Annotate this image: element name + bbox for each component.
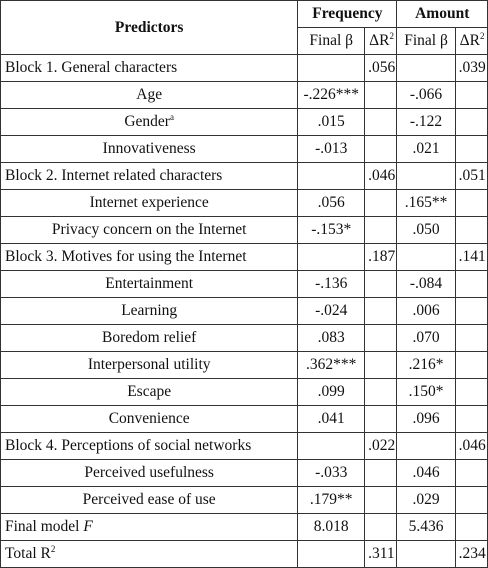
amount-header: Amount	[397, 1, 488, 28]
frequency-final-beta-cell: 8.018	[298, 514, 365, 541]
amount-delta-r2-cell: .141	[455, 244, 487, 271]
predictor-label	[1, 406, 298, 433]
predictor-label	[1, 217, 298, 244]
table-row	[1, 487, 488, 514]
table-row	[1, 136, 488, 163]
predictor-label	[1, 109, 298, 136]
predictor-text: Perceived ease of use	[82, 491, 216, 508]
frequency-delta-r2-cell	[365, 136, 397, 163]
predictors-header: Predictors	[1, 1, 298, 55]
frequency-final-beta-cell	[298, 244, 365, 271]
amount-final-beta-cell	[397, 433, 455, 460]
frequency-final-beta-cell	[298, 541, 365, 568]
predictor-text: Entertainment	[105, 275, 194, 292]
delta-r-sup: 2	[389, 30, 394, 41]
amount-delta-r2-header	[455, 28, 487, 55]
predictor-label	[1, 541, 298, 568]
predictor-superscript: 2	[50, 543, 56, 554]
header-row-1	[1, 1, 488, 28]
amount-delta-r2-cell: .039	[455, 55, 487, 82]
frequency-final-beta-cell: .056	[298, 190, 365, 217]
predictor-label	[1, 487, 298, 514]
amount-final-beta-cell	[397, 244, 455, 271]
frequency-final-beta-cell	[298, 433, 365, 460]
predictor-text: Boredom relief	[102, 329, 197, 346]
predictor-label	[1, 298, 298, 325]
frequency-delta-r2-cell	[365, 217, 397, 244]
frequency-final-beta-cell	[298, 55, 365, 82]
amount-final-beta-cell: -.122	[397, 109, 455, 136]
amount-final-beta-cell: .046	[397, 460, 455, 487]
frequency-delta-r2-cell	[365, 298, 397, 325]
amount-final-beta-cell	[397, 163, 455, 190]
predictor-label	[1, 379, 298, 406]
predictor-label	[1, 190, 298, 217]
table-row	[1, 433, 488, 460]
table-row	[1, 406, 488, 433]
amount-delta-r2-cell	[455, 460, 487, 487]
predictor-text: Interpersonal utility	[87, 356, 211, 373]
frequency-final-beta-header: Final β	[298, 28, 365, 55]
frequency-delta-r2-cell	[365, 190, 397, 217]
predictor-text: Escape	[127, 383, 172, 400]
predictor-text: Block 4. Perceptions of social networks	[5, 437, 252, 454]
amount-delta-r2-cell	[455, 298, 487, 325]
predictor-text: Age	[136, 86, 163, 103]
table-row	[1, 514, 488, 541]
amount-final-beta-cell: .021	[397, 136, 455, 163]
predictor-text: Learning	[121, 302, 178, 319]
delta-r-label: ΔR	[459, 32, 480, 49]
frequency-final-beta-cell: -.136	[298, 271, 365, 298]
frequency-delta-r2-cell	[365, 325, 397, 352]
frequency-delta-r2-cell	[365, 379, 397, 406]
table-row	[1, 163, 488, 190]
frequency-delta-r2-cell	[365, 487, 397, 514]
predictor-text: Internet experience	[89, 194, 209, 211]
amount-delta-r2-cell	[455, 109, 487, 136]
frequency-final-beta-cell: .179**	[298, 487, 365, 514]
amount-final-beta-cell: .165**	[397, 190, 455, 217]
amount-delta-r2-cell	[455, 487, 487, 514]
predictor-label	[1, 460, 298, 487]
frequency-delta-r2-cell	[365, 352, 397, 379]
amount-delta-r2-cell: .234	[455, 541, 487, 568]
predictor-label	[1, 55, 298, 82]
predictor-label	[1, 352, 298, 379]
frequency-final-beta-cell: -.033	[298, 460, 365, 487]
amount-final-beta-cell: .096	[397, 406, 455, 433]
predictor-text: Block 2. Internet related characters	[5, 167, 223, 184]
predictor-text: Total R	[5, 545, 51, 562]
table-body	[1, 55, 488, 568]
table-row	[1, 244, 488, 271]
frequency-final-beta-cell: .015	[298, 109, 365, 136]
frequency-final-beta-cell: .083	[298, 325, 365, 352]
amount-final-beta-cell: 5.436	[397, 514, 455, 541]
frequency-final-beta-cell: -.013	[298, 136, 365, 163]
amount-delta-r2-cell	[455, 190, 487, 217]
frequency-delta-r2-header	[365, 28, 397, 55]
frequency-delta-r2-cell	[365, 460, 397, 487]
amount-delta-r2-cell	[455, 325, 487, 352]
amount-final-beta-cell: .050	[397, 217, 455, 244]
delta-r-label: ΔR	[369, 32, 390, 49]
predictor-label	[1, 325, 298, 352]
amount-delta-r2-cell: .051	[455, 163, 487, 190]
predictor-text: Privacy concern on the Internet	[51, 221, 247, 238]
amount-delta-r2-cell	[455, 379, 487, 406]
table-row	[1, 109, 488, 136]
amount-delta-r2-cell	[455, 136, 487, 163]
table-row	[1, 460, 488, 487]
frequency-delta-r2-cell: .056	[365, 55, 397, 82]
table-row	[1, 325, 488, 352]
amount-delta-r2-cell	[455, 514, 487, 541]
frequency-delta-r2-cell: .022	[365, 433, 397, 460]
predictor-label	[1, 136, 298, 163]
table-row	[1, 82, 488, 109]
table-row	[1, 217, 488, 244]
amount-delta-r2-cell	[455, 406, 487, 433]
table-row	[1, 352, 488, 379]
amount-delta-r2-cell	[455, 217, 487, 244]
amount-final-beta-header: Final β	[397, 28, 455, 55]
frequency-delta-r2-cell	[365, 406, 397, 433]
table-row	[1, 271, 488, 298]
amount-final-beta-cell: -.084	[397, 271, 455, 298]
amount-delta-r2-cell: .046	[455, 433, 487, 460]
frequency-delta-r2-cell: .046	[365, 163, 397, 190]
frequency-delta-r2-cell	[365, 109, 397, 136]
frequency-final-beta-cell: .099	[298, 379, 365, 406]
predictor-text: Gender	[124, 113, 170, 130]
predictor-label	[1, 244, 298, 271]
frequency-final-beta-cell: .041	[298, 406, 365, 433]
predictor-text: Convenience	[108, 410, 190, 427]
amount-final-beta-cell: .216*	[397, 352, 455, 379]
amount-delta-r2-cell	[455, 271, 487, 298]
table-row	[1, 55, 488, 82]
frequency-final-beta-cell: -.226***	[298, 82, 365, 109]
amount-final-beta-cell	[397, 541, 455, 568]
table-row	[1, 298, 488, 325]
amount-final-beta-cell: .029	[397, 487, 455, 514]
amount-delta-r2-cell	[455, 352, 487, 379]
predictor-text: Innovativeness	[102, 140, 196, 157]
predictor-label	[1, 433, 298, 460]
amount-final-beta-cell: .070	[397, 325, 455, 352]
amount-final-beta-cell: -.066	[397, 82, 455, 109]
predictor-text: Perceived usefulness	[84, 464, 214, 481]
predictor-text: Block 1. General characters	[5, 59, 178, 76]
amount-final-beta-cell	[397, 55, 455, 82]
amount-final-beta-cell: .150*	[397, 379, 455, 406]
predictor-text: Final model	[5, 518, 84, 535]
frequency-header: Frequency	[298, 1, 397, 28]
frequency-delta-r2-cell	[365, 514, 397, 541]
predictor-label	[1, 82, 298, 109]
frequency-final-beta-cell: -.024	[298, 298, 365, 325]
predictor-label	[1, 514, 298, 541]
amount-delta-r2-cell	[455, 82, 487, 109]
frequency-delta-r2-cell: .311	[365, 541, 397, 568]
frequency-final-beta-cell: -.153*	[298, 217, 365, 244]
predictor-label	[1, 163, 298, 190]
amount-final-beta-cell: .006	[397, 298, 455, 325]
table-row	[1, 379, 488, 406]
predictor-superscript: a	[169, 111, 174, 122]
delta-r-sup: 2	[479, 30, 485, 41]
frequency-delta-r2-cell	[365, 82, 397, 109]
frequency-final-beta-cell	[298, 163, 365, 190]
predictor-text: Block 3. Motives for using the Internet	[5, 248, 247, 265]
table-row	[1, 541, 488, 568]
frequency-delta-r2-cell	[365, 271, 397, 298]
predictor-label	[1, 271, 298, 298]
frequency-delta-r2-cell: .187	[365, 244, 397, 271]
predictor-italic-text: F	[83, 518, 93, 535]
frequency-final-beta-cell: .362***	[298, 352, 365, 379]
table-row	[1, 190, 488, 217]
